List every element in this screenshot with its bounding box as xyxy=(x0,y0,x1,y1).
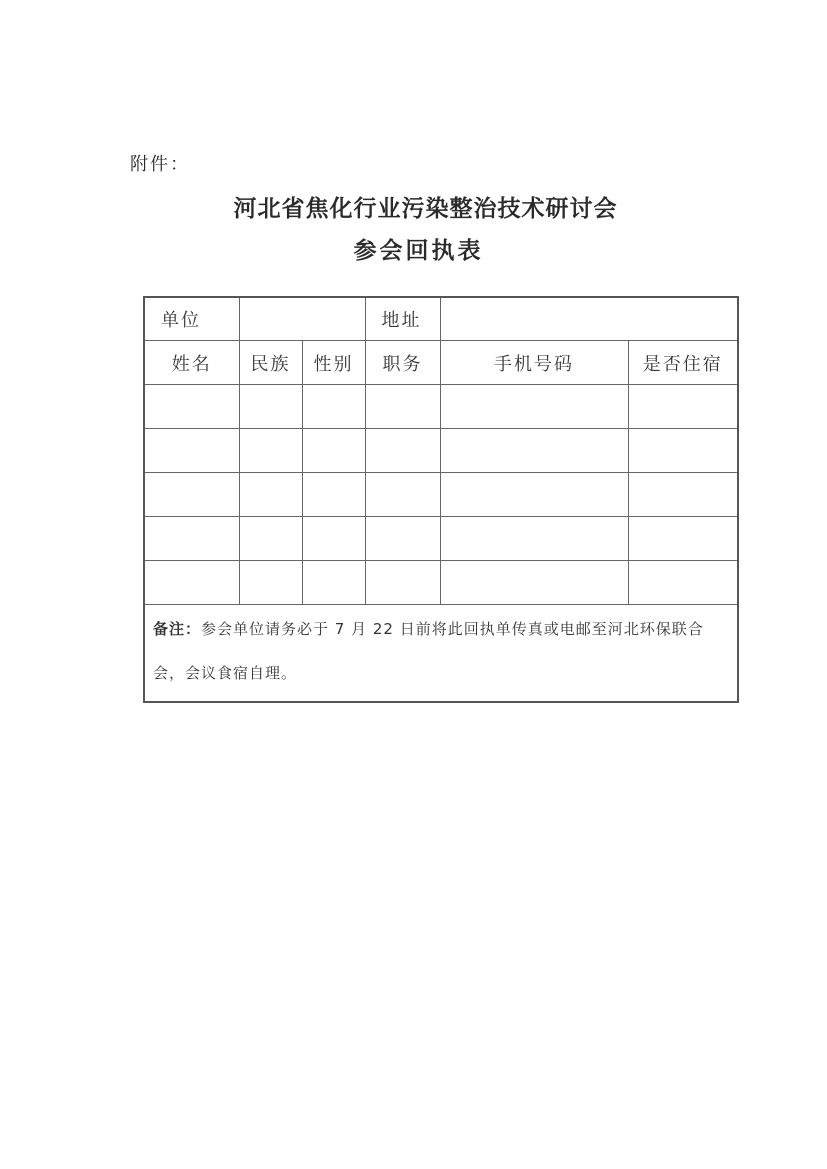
ethnicity-cell[interactable] xyxy=(239,561,302,605)
position-cell[interactable] xyxy=(365,561,440,605)
gender-cell[interactable] xyxy=(302,473,365,517)
table-row xyxy=(144,429,738,473)
position-cell[interactable] xyxy=(365,517,440,561)
column-header-name: 姓名 xyxy=(144,341,239,385)
accommodation-cell[interactable] xyxy=(628,561,738,605)
note-label: 备注： xyxy=(153,620,202,638)
ethnicity-cell[interactable] xyxy=(239,473,302,517)
unit-field[interactable] xyxy=(239,297,365,341)
address-field[interactable] xyxy=(440,297,738,341)
name-cell[interactable] xyxy=(144,385,239,429)
address-label: 地址 xyxy=(365,297,440,341)
ethnicity-cell[interactable] xyxy=(239,517,302,561)
ethnicity-cell[interactable] xyxy=(239,385,302,429)
gender-cell[interactable] xyxy=(302,385,365,429)
column-header-position: 职务 xyxy=(365,341,440,385)
name-cell[interactable] xyxy=(144,429,239,473)
position-cell[interactable] xyxy=(365,385,440,429)
phone-cell[interactable] xyxy=(440,473,628,517)
note-row xyxy=(144,605,738,703)
column-header-row xyxy=(144,341,738,385)
document-title: 河北省焦化行业污染整治技术研讨会 xyxy=(233,195,618,222)
name-cell[interactable] xyxy=(144,561,239,605)
note-text: 参会单位请务必于 7 月 22 日前将此回执单传真或电邮至河北环保联合会，会议食宿自理。 xyxy=(153,620,704,682)
document-subtitle: 参会回执表 xyxy=(353,237,484,264)
table-row xyxy=(144,473,738,517)
phone-cell[interactable] xyxy=(440,517,628,561)
position-cell[interactable] xyxy=(365,473,440,517)
gender-cell[interactable] xyxy=(302,561,365,605)
name-cell[interactable] xyxy=(144,517,239,561)
accommodation-cell[interactable] xyxy=(628,473,738,517)
column-header-gender: 性别 xyxy=(302,341,365,385)
column-header-ethnicity: 民族 xyxy=(239,341,302,385)
accommodation-cell[interactable] xyxy=(628,385,738,429)
column-header-phone: 手机号码 xyxy=(440,341,628,385)
position-cell[interactable] xyxy=(365,429,440,473)
accommodation-cell[interactable] xyxy=(628,517,738,561)
gender-cell[interactable] xyxy=(302,429,365,473)
name-cell[interactable] xyxy=(144,473,239,517)
accommodation-cell[interactable] xyxy=(628,429,738,473)
phone-cell[interactable] xyxy=(440,429,628,473)
attachment-label: 附件： xyxy=(130,154,190,175)
table-row xyxy=(144,517,738,561)
phone-cell[interactable] xyxy=(440,561,628,605)
column-header-accommodation: 是否住宿 xyxy=(628,341,738,385)
table-row xyxy=(144,385,738,429)
unit-address-row xyxy=(144,297,738,341)
registration-form-table xyxy=(143,296,739,703)
note-cell xyxy=(144,605,738,703)
unit-label: 单位 xyxy=(144,297,239,341)
ethnicity-cell[interactable] xyxy=(239,429,302,473)
phone-cell[interactable] xyxy=(440,385,628,429)
table-row xyxy=(144,561,738,605)
gender-cell[interactable] xyxy=(302,517,365,561)
